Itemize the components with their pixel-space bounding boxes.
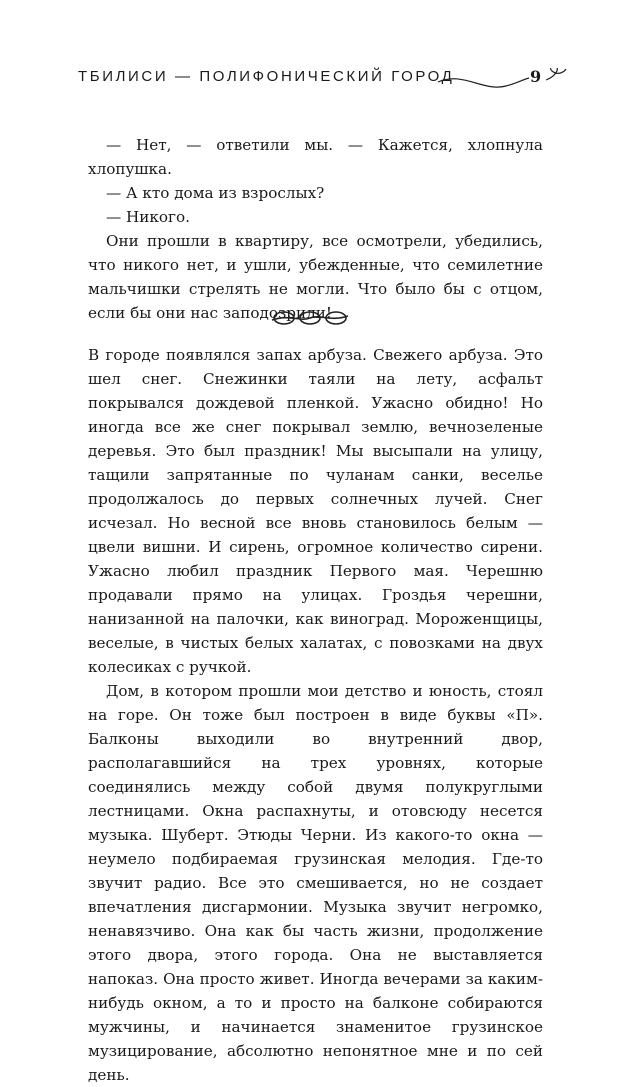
paragraph: — А кто дома из взрослых? bbox=[106, 184, 325, 202]
text-block-after-break bbox=[88, 343, 543, 1087]
running-header bbox=[78, 68, 568, 100]
paragraph: В городе появлялся запах арбуза. Свежего арбуза. Это шел снег. Снежинки таяли на лету, асфальт покрывался дождевой пленкой. Ужасно обидно! Но иногда все же снег покрывал землю, вечнозеленые деревья. Это был праздник! Мы высыпали на улицу, тащили запрятанные по чуланам санки, веселье продолжалось до первых солнечных лучей. Снег исчезал. Но весной все вновь становилось белым — цвели вишни. И сирень, огромное количество сирени. Ужасно любил праздник Первого мая. Черешню продавали прямо на улицах. Гроздья черешни, нанизанной на палочки, как виноград. Мороженщицы, веселые, в чистых белых халатах, с повозками на двух колесиках с ручкой. bbox=[88, 346, 543, 676]
paragraph: Дом, в котором прошли мои детство и юность, стоял на горе. Он тоже был построен в виде буквы «П». Балконы выходили во внутренний двор, располагавшийся на трех уровнях, которые соединялись между собой двумя полукруглыми лестницами. Окна распахнуты, и отовсюду несется музыка. Шуберт. Этюды Черни. Из какого-то окна — неумело подбираемая грузинская мелодия. Где-то звучит радио. Все это смешивается, но не создает впечатления дисгармонии. Музыка звучит негромко, ненавязчиво. Она как бы часть жизни, продолжение этого двора, этого города. Она не выставляется напоказ. Она просто живет. Иногда вечерами за каким-нибудь окном, а то и просто на балконе собираются мужчины, и начинается знаменитое грузинское музицирование, абсолютно непонятное мне и по сей день. bbox=[88, 682, 543, 1084]
paragraph: Они прошли в квартиру, все осмотрели, убедились, что никого нет, и ушли, убежденные, что семилетние мальчишки стрелять не могли. Что было бы с отцом, если бы они нас заподозрили! bbox=[88, 232, 543, 322]
text-block-before-break bbox=[88, 133, 543, 325]
paragraph: — Никого. bbox=[106, 208, 190, 226]
paragraph: — Нет, — ответили мы. — Кажется, хлопнула хлопушка. bbox=[88, 136, 543, 178]
page-number: 9 bbox=[530, 67, 542, 86]
running-title: ТБИЛИСИ — ПОЛИФОНИЧЕСКИЙ ГОРОД bbox=[78, 68, 455, 85]
section-break-ornament bbox=[270, 306, 350, 330]
header-flourish-ornament bbox=[78, 68, 568, 100]
